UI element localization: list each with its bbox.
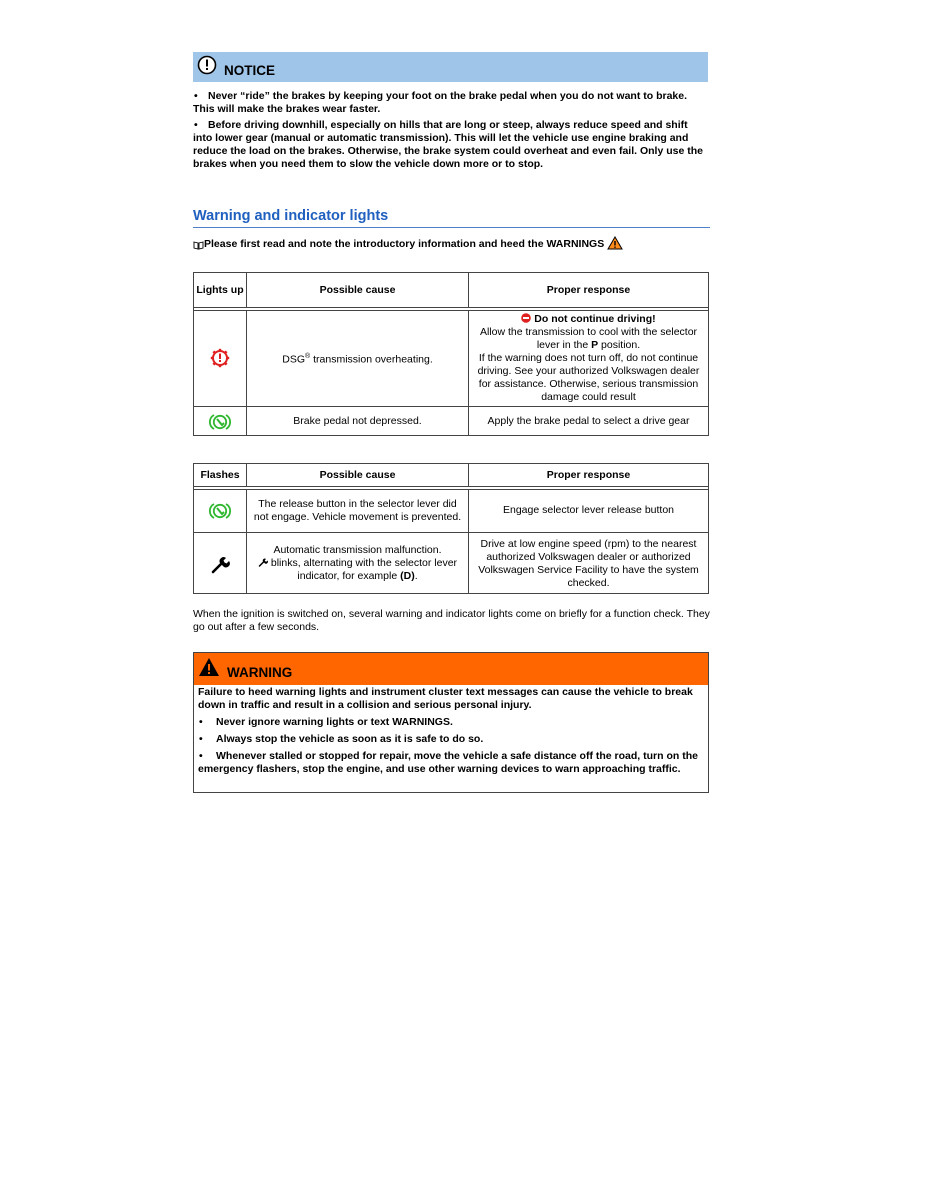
warning-box <box>193 652 709 793</box>
warning-item: • Never ignore warning lights or text WARNINGS. <box>199 716 453 728</box>
response-cell: Drive at low engine speed (rpm) to the nearest authorized Volkswagen dealer or authorized Volkswagen Service Facility to have the system checked. <box>468 533 708 594</box>
lights-up-table <box>193 272 709 436</box>
column-header: Flashes <box>200 468 240 481</box>
exclamation-circle-icon <box>197 55 217 75</box>
warning-header <box>194 653 708 685</box>
indicator-cell <box>194 489 246 532</box>
column-header: Possible cause <box>246 273 468 307</box>
warning-intro: Failure to heed warning lights and instrument cluster text messages can cause the vehicle to break down in traffic and result in a collision and serious personal injury. <box>198 686 693 711</box>
cause-cell: The release button in the selector lever did not engage. Vehicle movement is prevented. <box>246 489 468 532</box>
warning-triangle-icon <box>607 236 623 250</box>
indicator-cell <box>194 407 246 436</box>
table-row <box>194 310 708 406</box>
flashes-table <box>193 463 709 594</box>
indicator-cell <box>194 533 246 594</box>
table-row <box>194 407 708 436</box>
cause-cell: Brake pedal not depressed. <box>246 407 468 436</box>
column-header: Lights up <box>196 283 244 296</box>
response-cell: Engage selector lever release button <box>468 489 708 532</box>
stop-icon <box>521 313 531 323</box>
cause-cell: Automatic transmission malfunction. blinks, alternating with the selector lever indicator, for example (D). <box>246 533 468 594</box>
indicator-cell <box>194 310 246 406</box>
table-row <box>194 533 708 594</box>
response-cell: Apply the brake pedal to select a drive gear <box>468 407 708 436</box>
table-row <box>194 489 708 532</box>
warning-body <box>198 686 704 780</box>
notice-title: NOTICE <box>224 63 276 78</box>
foot-on-brake-icon <box>209 502 231 520</box>
warning-item: • Whenever stalled or stopped for repair, move the vehicle a safe distance off the road, turn on the emergency flashers, stop the engine, and use other warning devices to warn approaching traffic. <box>198 750 698 775</box>
response-cell: Do not continue driving! Allow the transmission to cool with the selector lever in the P position. If the warning does not turn off, do not continue driving. See your authorized Volkswagen dealer for assistance. Otherwise, serious transmission damage could result <box>468 310 708 406</box>
column-header: Proper response <box>468 273 708 307</box>
notice-body <box>193 90 708 174</box>
intro-line: Please first read and note the introductory information and heed the WARNINGS <box>193 236 713 250</box>
column-header: Possible cause <box>246 464 468 486</box>
table-header-row <box>194 273 708 307</box>
cause-cell: DSG® transmission overheating. <box>246 310 468 406</box>
table-header-row <box>194 464 708 486</box>
notice-item: • Before driving downhill, especially on hills that are long or steep, always reduce speed and shift into lower gear (manual or automatic transmission). This will let the vehicle use engine braking and reduce the load on the brakes. Otherwise, the brake system could overheat and even fail. Only use the brakes when you need them to slow the vehicle down more or to stop. <box>193 119 703 170</box>
section-title: Warning and indicator lights <box>193 208 389 224</box>
wrench-icon <box>258 557 268 567</box>
notice-header <box>193 52 708 82</box>
warning-triangle-icon <box>198 657 220 677</box>
foot-on-brake-icon <box>209 413 231 431</box>
notice-item: • Never “ride” the brakes by keeping your foot on the brake pedal when you do not want to brake. This will make the brakes wear faster. <box>193 90 688 115</box>
warning-item: • Always stop the vehicle as soon as it is safe to do so. <box>199 733 484 745</box>
book-icon <box>193 240 204 250</box>
warning-title: WARNING <box>227 665 293 680</box>
wrench-icon <box>210 554 230 574</box>
function-check-note: When the ignition is switched on, several warning and indicator lights come on briefly for a function check. They go out after a few seconds. <box>193 608 710 633</box>
section-divider <box>193 227 710 228</box>
gear-warning-icon <box>210 348 230 368</box>
column-header: Proper response <box>468 464 708 486</box>
